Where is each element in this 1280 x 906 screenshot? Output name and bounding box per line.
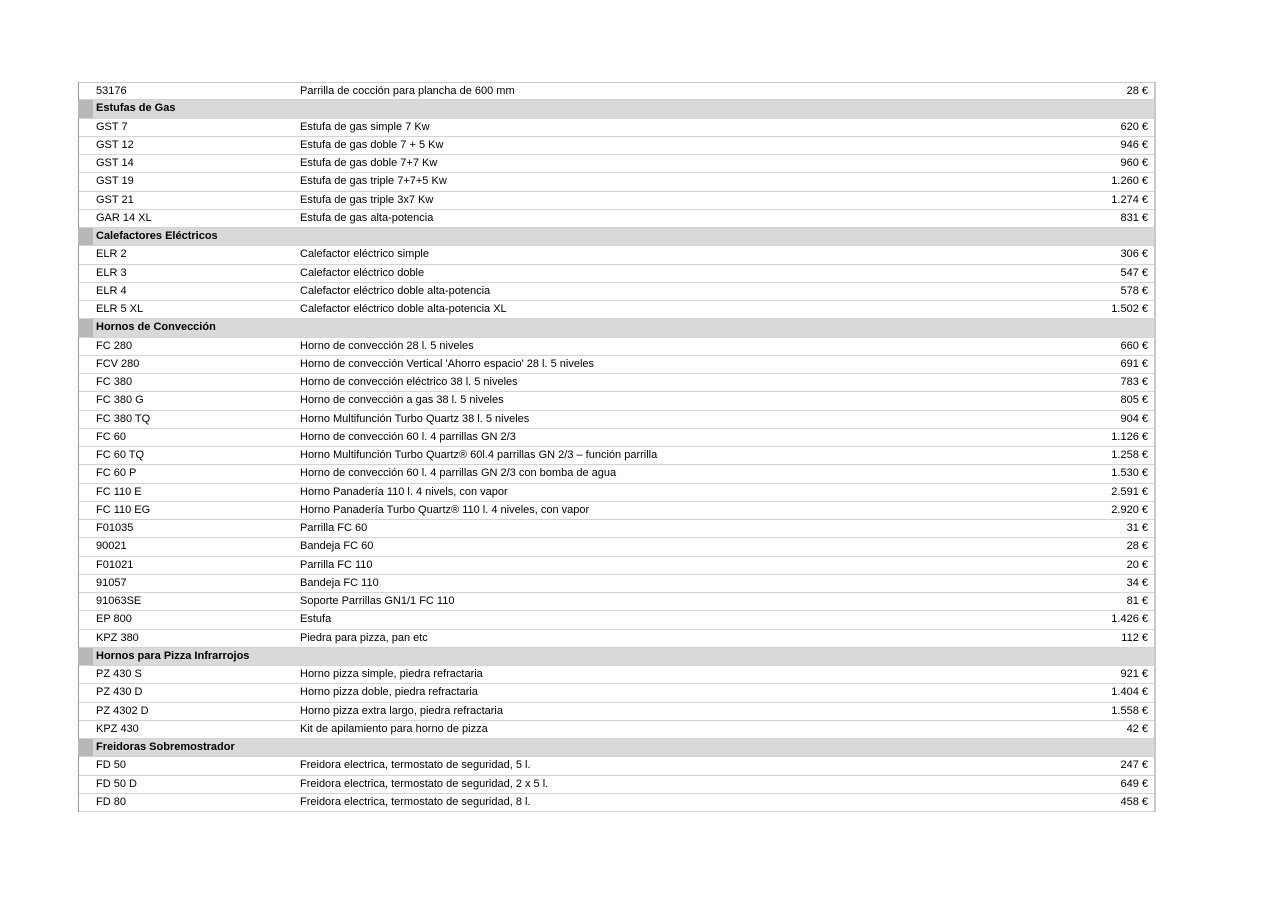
table-row xyxy=(78,794,1156,812)
table-left-border xyxy=(78,574,79,593)
product-price: 306 € xyxy=(1120,248,1148,261)
product-description: Horno Panadería Turbo Quartz® 110 l. 4 niveles, con vapor xyxy=(300,503,590,516)
table-row xyxy=(78,703,1156,721)
table-right-border xyxy=(1154,464,1156,483)
product-code: FC 60 TQ xyxy=(96,449,145,461)
table-right-border xyxy=(1154,191,1156,210)
product-code: FC 60 xyxy=(96,430,126,443)
product-description: Freidora electrica, termostato de seguridad, 2 x 5 l. xyxy=(300,777,549,790)
product-price: 578 € xyxy=(1120,284,1148,297)
product-code: F01035 xyxy=(96,522,134,534)
table-right-border xyxy=(1154,483,1156,502)
table-right-border xyxy=(1154,245,1156,264)
category-title: Hornos de Convección xyxy=(96,321,216,334)
table-left-border xyxy=(78,82,79,100)
product-description: Calefactor eléctrico doble xyxy=(300,266,425,279)
product-code: GAR 14 XL xyxy=(96,211,152,224)
product-price: 1.274 € xyxy=(1111,193,1148,206)
table-left-border xyxy=(78,264,79,283)
product-description: Horno de convección eléctrico 38 l. 5 niveles xyxy=(300,376,518,388)
product-description: Estufa de gas triple 3x7 Kw xyxy=(300,193,434,206)
table-right-border xyxy=(1154,82,1156,100)
product-code: FC 380 TQ xyxy=(96,412,151,425)
category-title: Hornos para Pizza Infrarrojos xyxy=(96,649,250,662)
product-price: 1.258 € xyxy=(1111,449,1148,461)
product-description: Calefactor eléctrico simple xyxy=(300,248,429,261)
product-code: FC 60 P xyxy=(96,467,137,480)
product-description: Estufa de gas alta-potencia xyxy=(300,211,434,224)
table-left-border xyxy=(78,464,79,483)
table-left-border xyxy=(78,282,79,301)
product-description: Estufa de gas doble 7+7 Kw xyxy=(300,157,438,169)
product-price: 1.558 € xyxy=(1111,704,1148,717)
table-row xyxy=(78,630,1156,648)
product-description: Estufa de gas doble 7 + 5 Kw xyxy=(300,138,444,151)
table-right-border xyxy=(1154,318,1156,337)
table-left-border xyxy=(78,519,79,538)
table-row xyxy=(78,721,1156,739)
product-price: 904 € xyxy=(1120,412,1148,425)
table-row xyxy=(78,575,1156,593)
table-left-border xyxy=(78,337,79,356)
table-left-border xyxy=(78,136,79,155)
table-left-border xyxy=(78,793,79,812)
product-code: PZ 430 D xyxy=(96,686,143,699)
category-title: Freidoras Sobremostrador xyxy=(96,741,235,753)
table-row xyxy=(78,119,1156,137)
table-left-border xyxy=(78,300,79,319)
product-code: 53176 xyxy=(96,85,127,97)
product-code: 91063SE xyxy=(96,595,142,607)
category-title: Estufas de Gas xyxy=(96,102,176,115)
table-row xyxy=(78,356,1156,374)
product-code: FC 380 xyxy=(96,376,133,388)
table-right-border xyxy=(1154,537,1156,556)
product-code: ELR 4 xyxy=(96,284,127,297)
table-right-border xyxy=(1154,410,1156,429)
table-right-border xyxy=(1154,227,1156,246)
table-right-border xyxy=(1154,209,1156,228)
product-price: 1.126 € xyxy=(1111,430,1148,443)
product-code: ELR 5 XL xyxy=(96,303,144,315)
table-left-border xyxy=(78,775,79,794)
table-right-border xyxy=(1154,337,1156,356)
product-description: Piedra para pizza, pan etc xyxy=(300,631,428,644)
table-right-border xyxy=(1154,647,1156,666)
table-left-border xyxy=(78,410,79,429)
table-right-border xyxy=(1154,556,1156,575)
product-description: Soporte Parrillas GN1/1 FC 110 xyxy=(300,595,455,607)
product-code: 90021 xyxy=(96,540,127,553)
table-row xyxy=(78,210,1156,228)
product-price: 921 € xyxy=(1120,668,1148,680)
table-row xyxy=(78,301,1156,319)
table-row xyxy=(78,538,1156,556)
product-description: Freidora electrica, termostato de seguridad, 8 l. xyxy=(300,795,531,808)
category-marker xyxy=(78,648,93,665)
table-row xyxy=(78,137,1156,155)
product-price: 31 € xyxy=(1126,522,1148,534)
table-row xyxy=(78,666,1156,684)
product-code: ELR 3 xyxy=(96,266,127,279)
table-right-border xyxy=(1154,775,1156,794)
table-left-border xyxy=(78,756,79,775)
product-price: 805 € xyxy=(1120,394,1148,407)
table-right-border xyxy=(1154,154,1156,173)
category-marker xyxy=(78,739,93,756)
product-code: GST 12 xyxy=(96,138,134,151)
table-row xyxy=(78,155,1156,173)
product-description: Horno de convección 28 l. 5 niveles xyxy=(300,339,474,352)
table-right-border xyxy=(1154,172,1156,191)
table-right-border xyxy=(1154,300,1156,319)
product-price: 1.502 € xyxy=(1111,303,1148,315)
product-price: 458 € xyxy=(1120,795,1148,808)
product-price: 2.591 € xyxy=(1111,485,1148,498)
table-left-border xyxy=(78,118,79,137)
product-code: FC 380 G xyxy=(96,394,144,407)
product-price: 28 € xyxy=(1126,85,1148,97)
table-left-border xyxy=(78,391,79,410)
table-row xyxy=(78,484,1156,502)
product-code: FCV 280 xyxy=(96,357,140,370)
product-description: Bandeja FC 60 xyxy=(300,540,374,553)
product-description: Horno pizza doble, piedra refractaria xyxy=(300,686,478,699)
product-price: 1.426 € xyxy=(1111,613,1148,626)
product-code: FD 80 xyxy=(96,795,126,808)
product-description: Horno Multifunción Turbo Quartz 38 l. 5 niveles xyxy=(300,412,530,425)
table-right-border xyxy=(1154,574,1156,593)
product-description: Parrilla de cocción para plancha de 600 mm xyxy=(300,85,515,97)
table-row xyxy=(78,392,1156,410)
table-row xyxy=(78,338,1156,356)
product-description: Horno Panadería 110 l. 4 nivels, con vapor xyxy=(300,485,508,498)
table-right-border xyxy=(1154,501,1156,520)
category-header-row xyxy=(78,228,1156,246)
table-right-border xyxy=(1154,665,1156,684)
product-code: FD 50 D xyxy=(96,777,137,790)
product-price: 1.530 € xyxy=(1111,467,1148,480)
product-price: 1.404 € xyxy=(1111,686,1148,699)
product-description: Horno pizza extra largo, piedra refractaria xyxy=(300,704,503,717)
product-code: PZ 4302 D xyxy=(96,704,149,717)
product-description: Estufa de gas triple 7+7+5 Kw xyxy=(300,175,447,188)
table-row xyxy=(78,557,1156,575)
category-header-row xyxy=(78,319,1156,337)
table-left-border xyxy=(78,537,79,556)
table-right-border xyxy=(1154,355,1156,374)
table-left-border xyxy=(78,720,79,739)
product-price: 112 € xyxy=(1121,631,1148,644)
table-row xyxy=(78,374,1156,392)
product-code: GST 19 xyxy=(96,175,134,188)
product-price: 691 € xyxy=(1120,357,1148,370)
table-right-border xyxy=(1154,282,1156,301)
product-description: Horno de convección 60 l. 4 parrillas GN 2/3 con bomba de agua xyxy=(300,467,617,480)
table-right-border xyxy=(1154,264,1156,283)
table-left-border xyxy=(78,483,79,502)
table-row xyxy=(78,465,1156,483)
product-description: Kit de apilamiento para horno de pizza xyxy=(300,722,488,735)
product-code: 91057 xyxy=(96,576,127,589)
product-description: Horno de convección 60 l. 4 parrillas GN 2/3 xyxy=(300,430,516,443)
product-code: GST 7 xyxy=(96,120,128,133)
table-row xyxy=(78,429,1156,447)
product-price: 2.920 € xyxy=(1111,503,1148,516)
table-row xyxy=(78,502,1156,520)
product-description: Freidora electrica, termostato de seguridad, 5 l. xyxy=(300,759,531,772)
table-right-border xyxy=(1154,592,1156,611)
table-row xyxy=(78,192,1156,210)
table-row xyxy=(78,173,1156,191)
table-right-border xyxy=(1154,428,1156,447)
table-right-border xyxy=(1154,610,1156,629)
table-right-border xyxy=(1154,519,1156,538)
product-description: Horno de convección a gas 38 l. 5 niveles xyxy=(300,394,504,407)
product-price: 28 € xyxy=(1126,540,1148,553)
product-description: Parrilla FC 110 xyxy=(300,558,373,571)
table-row xyxy=(78,757,1156,775)
table-right-border xyxy=(1154,99,1156,118)
table-right-border xyxy=(1154,683,1156,702)
product-code: FD 50 xyxy=(96,759,126,772)
table-left-border xyxy=(78,702,79,721)
table-left-border xyxy=(78,373,79,392)
product-description: Estufa xyxy=(300,613,332,626)
product-code: FC 280 xyxy=(96,339,133,352)
table-row xyxy=(78,520,1156,538)
product-price: 42 € xyxy=(1126,722,1148,735)
product-description: Horno Multifunción Turbo Quartz® 60l.4 parrillas GN 2/3 – función parrilla xyxy=(300,449,658,461)
table-left-border xyxy=(78,355,79,374)
product-description: Horno de convección Vertical 'Ahorro espacio' 28 l. 5 niveles xyxy=(300,357,595,370)
product-price: 946 € xyxy=(1120,138,1148,151)
table-left-border xyxy=(78,172,79,191)
product-price: 20 € xyxy=(1126,558,1148,571)
table-row xyxy=(78,611,1156,629)
table-left-border xyxy=(78,245,79,264)
table-left-border xyxy=(78,191,79,210)
table-row xyxy=(78,684,1156,702)
table-right-border xyxy=(1154,118,1156,137)
product-price: 783 € xyxy=(1120,376,1148,388)
table-left-border xyxy=(78,501,79,520)
table-right-border xyxy=(1154,756,1156,775)
table-row xyxy=(78,265,1156,283)
product-price: 649 € xyxy=(1120,777,1148,790)
category-header-row xyxy=(78,648,1156,666)
table-left-border xyxy=(78,556,79,575)
category-marker xyxy=(78,319,93,336)
table-row xyxy=(78,283,1156,301)
category-header-row xyxy=(78,739,1156,757)
product-description: Parrilla FC 60 xyxy=(300,522,368,534)
table-left-border xyxy=(78,683,79,702)
product-description: Calefactor eléctrico doble alta-potencia XL xyxy=(300,303,507,315)
table-row xyxy=(78,593,1156,611)
table-row xyxy=(78,447,1156,465)
product-code: FC 110 E xyxy=(96,485,142,498)
table-right-border xyxy=(1154,391,1156,410)
table-right-border xyxy=(1154,793,1156,812)
table-left-border xyxy=(78,592,79,611)
product-code: EP 800 xyxy=(96,613,132,626)
product-price: 660 € xyxy=(1120,339,1148,352)
product-price: 620 € xyxy=(1120,120,1148,133)
table-left-border xyxy=(78,446,79,465)
product-code: PZ 430 S xyxy=(96,668,142,680)
product-price: 247 € xyxy=(1120,759,1148,772)
table-right-border xyxy=(1154,446,1156,465)
product-description: Estufa de gas simple 7 Kw xyxy=(300,120,430,133)
product-code: FC 110 EG xyxy=(96,503,151,516)
product-description: Calefactor eléctrico doble alta-potencia xyxy=(300,284,491,297)
table-right-border xyxy=(1154,373,1156,392)
table-right-border xyxy=(1154,629,1156,648)
table-right-border xyxy=(1154,702,1156,721)
product-description: Horno pizza simple, piedra refractaria xyxy=(300,668,483,680)
category-header-row xyxy=(78,100,1156,118)
table-right-border xyxy=(1154,738,1156,757)
table-row xyxy=(78,82,1156,100)
product-price: 547 € xyxy=(1120,266,1148,279)
product-price: 831 € xyxy=(1120,211,1148,224)
table-right-border xyxy=(1154,720,1156,739)
category-marker xyxy=(78,100,93,117)
table-left-border xyxy=(78,209,79,228)
product-code: GST 21 xyxy=(96,193,134,206)
price-list-table xyxy=(78,82,1156,812)
table-right-border xyxy=(1154,136,1156,155)
table-left-border xyxy=(78,629,79,648)
category-marker xyxy=(78,228,93,245)
product-price: 81 € xyxy=(1126,595,1148,607)
product-code: F01021 xyxy=(96,558,134,571)
table-left-border xyxy=(78,665,79,684)
table-row xyxy=(78,246,1156,264)
product-price: 1.260 € xyxy=(1111,175,1148,188)
product-price: 34 € xyxy=(1126,576,1148,589)
product-price: 960 € xyxy=(1120,157,1148,169)
table-row xyxy=(78,411,1156,429)
product-code: ELR 2 xyxy=(96,248,127,261)
table-left-border xyxy=(78,428,79,447)
category-title: Calefactores Eléctricos xyxy=(96,230,218,242)
product-code: KPZ 380 xyxy=(96,631,139,644)
product-code: KPZ 430 xyxy=(96,722,139,735)
product-description: Bandeja FC 110 xyxy=(300,576,379,589)
table-left-border xyxy=(78,610,79,629)
table-row xyxy=(78,776,1156,794)
table-left-border xyxy=(78,154,79,173)
product-code: GST 14 xyxy=(96,157,134,169)
